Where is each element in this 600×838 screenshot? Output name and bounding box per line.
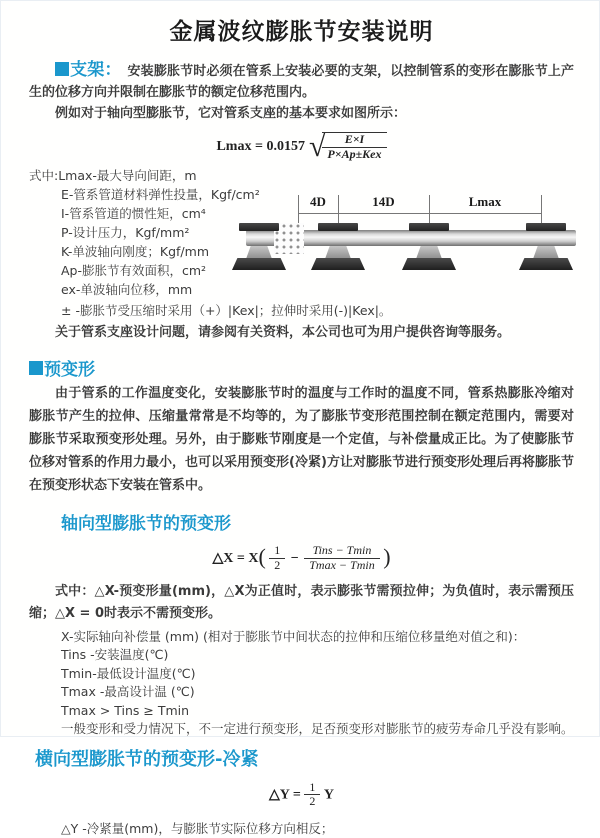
sqrt-symbol: √: [308, 130, 326, 164]
right-paren: ): [383, 543, 391, 569]
predeform-paragraph: 由于管系的工作温度变化，安装膨胀节时的温度与工作时的温度不同，管系热膨胀冷缩对膨胀节产生的拉伸、压缩量常常是不均等的，为了膨胀节变形范围控制在额定范围内，需要对膨胀节采取预变形处理。另外，由于膨账节刚度是一个定值，与补偿量成正比。为了使膨胀节位移对管系的作用力最小，也可以采用预变形(冷紧)方让对膨胀节进行预变形处理后再将膨胀节在预变形状态下安装在管系中。: [29, 385, 574, 493]
dimension-label-lmax: Lmax: [468, 194, 502, 209]
dimension-line: [298, 213, 541, 214]
dimension-label-14d: 14D: [372, 194, 395, 209]
fraction-numerator: 1: [304, 781, 320, 796]
definition-line: E-管系管道材料弹性投量，Kgf/cm²: [61, 186, 260, 202]
support-base: [232, 258, 286, 270]
fraction-denominator: 2: [309, 794, 316, 809]
lmax-formula-lhs: Lmax = 0.0157: [216, 139, 305, 155]
temperature-fraction: [304, 544, 379, 573]
pipe-guide-support: [310, 223, 366, 271]
definition-line: K-单波轴向刚度；Kgf/mm: [61, 243, 209, 259]
support-clamp: [526, 223, 566, 231]
definition-line: Tmin-最低设计温度(℃): [61, 665, 196, 681]
lmax-formula-fraction: [322, 132, 386, 162]
lmax-formula-numerator: E×I: [322, 133, 386, 148]
support-pedestal: [325, 246, 351, 259]
support-pedestal: [246, 246, 272, 259]
support-section-heading: 支架：: [70, 60, 122, 80]
lmax-formula-denominator: P×Ap±Kex: [327, 146, 382, 161]
definition-line: X-实际轴向补偿量 (mm) (相对于膨胀节中间状态的拉伸和压缩位移量绝对值之和)：: [61, 628, 526, 644]
support-intro-text: 安装膨胀节时必须在管系上安装必要的支架，以控制管系的变形在膨胀节上产生的位移方向并限制在膨胀节的额定位移范围内。: [29, 64, 574, 100]
definition-line: Tmax > Tins ≥ Tmin: [61, 702, 190, 718]
fraction-denominator: Tmax − Tmin: [309, 557, 375, 572]
definition-line: Ap-膨胀节有效面积，cm²: [61, 262, 207, 278]
definition-line: I-管系管道的惯性矩，cm⁴: [61, 205, 206, 221]
pipe-anchor-support: [231, 223, 287, 271]
axial-formula-explain: 式中：△X-预变形量(mm)，△X为正值时，表示膨张节需预拉伸；为负值时，表示需预压缩；△X = 0时表示不需预变形。: [29, 583, 574, 621]
page-title: 金属波纹膨胀节安装说明: [169, 19, 434, 45]
support-clamp: [318, 223, 358, 231]
support-pedestal: [533, 246, 559, 259]
fraction-denominator: 2: [274, 557, 281, 572]
one-half-fraction: [269, 544, 285, 573]
support-note-line: 关于管系支座设计问题，请参阅有关资料，本公司也可为用户提供咨询等服务。: [55, 324, 511, 340]
axial-formula-lhs: △X = X: [212, 550, 259, 566]
definition-line: P-设计压力，Kgf/mm²: [61, 224, 190, 240]
left-paren: (: [258, 543, 266, 569]
lateral-predeform-heading: 横向型膨胀节的预变形-冷紧: [35, 748, 259, 770]
axial-predeform-heading: 轴向型膨胀节的预变形: [61, 513, 231, 534]
support-example-line: 例如对于轴向型膨胀节，它对管系支座的基本要求如图所示：: [55, 106, 407, 121]
support-base: [311, 258, 365, 270]
axial-definition-list: [29, 628, 574, 739]
predeform-heading-text: 预变形: [44, 359, 95, 380]
support-clamp: [239, 223, 279, 231]
lmax-formula: [29, 132, 574, 162]
dimension-label-4d: 4D: [310, 194, 326, 209]
support-intro-paragraph: [29, 60, 574, 103]
definition-line: Tins -安装温度(℃): [61, 647, 169, 663]
section-square-icon: [55, 62, 69, 76]
pipe-support-diagram: [246, 193, 576, 293]
lateral-formula-lhs: △Y =: [269, 787, 301, 803]
fraction-numerator: Tins − Tmin: [304, 544, 379, 559]
definition-line: Tmax -最高设计温 (℃): [61, 684, 195, 700]
minus-sign: −: [290, 550, 299, 566]
lateral-formula-explain: △Y -冷紧量(mm)，与膨胀节实际位移方向相反；: [61, 821, 334, 837]
fraction-numerator: 1: [269, 544, 285, 559]
definition-line: 式中:Lmax-最大导向间距，m: [29, 167, 197, 183]
pipe-guide-support: [401, 223, 457, 271]
axial-predeform-formula: [29, 544, 574, 573]
lateral-formula-rhs: Y: [323, 787, 334, 803]
pipe-guide-support: [518, 223, 574, 271]
plus-minus-note: ± -膨胀节受压缩时采用（+）|Kex|；拉伸时采用(-)|Kex|。: [61, 302, 392, 318]
support-pedestal: [416, 246, 442, 259]
support-clamp: [409, 223, 449, 231]
predeform-section-heading: [29, 355, 574, 380]
support-base: [402, 258, 456, 270]
definition-line: ex-单波轴向位移，mm: [61, 281, 193, 297]
section-square-icon: [29, 361, 43, 375]
one-half-fraction: [304, 781, 320, 810]
lateral-predeform-formula: [29, 781, 574, 810]
support-base: [519, 258, 573, 270]
fatigue-note-line: 一般变形和受力情况下，不一定进行预变形，足否预变形对膨胀节的疲劳寿命几乎没有影响。: [61, 721, 574, 737]
